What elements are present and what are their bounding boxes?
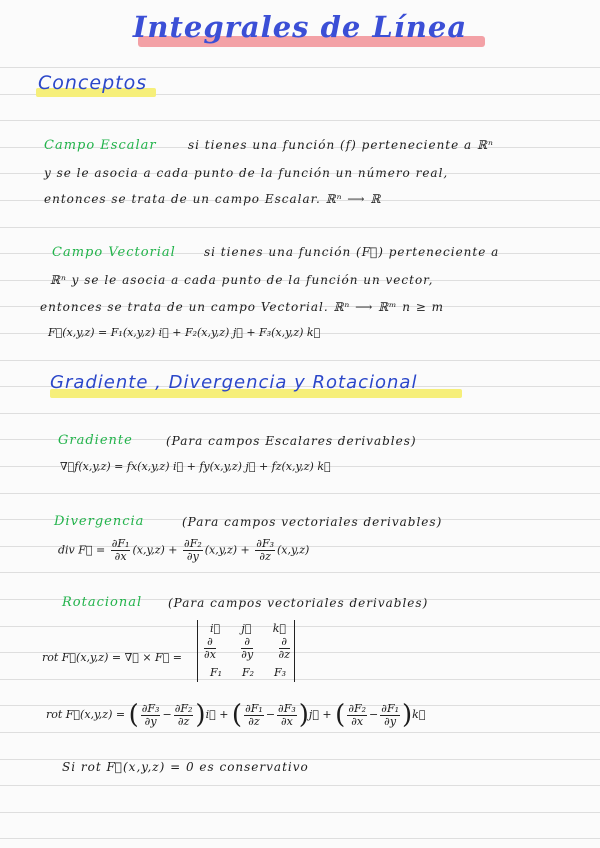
ruled-line [0, 732, 600, 733]
rot-lhs: rot F⃗(x,y,z) = ∇⃗ × F⃗ = [42, 651, 183, 664]
escalar-line-1: si tienes una función (f) perteneciente a ℝⁿ [188, 138, 494, 152]
term-campo-escalar: Campo Escalar [44, 138, 157, 153]
det-f2: F₂ [241, 666, 255, 679]
fraction-den: ∂x [280, 714, 293, 728]
term-campo-vectorial: Campo Vectorial [52, 245, 176, 260]
page-title: Integrales de Línea [132, 10, 468, 44]
fraction-den: ∂z [248, 714, 260, 728]
fraction [279, 636, 290, 661]
fraction-den: ∂y [241, 648, 254, 661]
det-i: i⃗ [210, 622, 221, 635]
term-gradiente: Gradiente [58, 433, 133, 448]
fraction [277, 703, 297, 728]
term-rotacional: Rotacional [62, 595, 143, 610]
fraction-den: ∂z [177, 714, 190, 728]
escalar-line-2: y se le asocia a cada punto de la función un número real, [44, 166, 449, 180]
conservative-note: Si rot F⃗(x,y,z) = 0 es conservativo [62, 760, 309, 774]
fraction-den: ∂z [278, 648, 290, 661]
det-row-2 [202, 636, 292, 661]
vectorial-line-2: ℝⁿ y se le asocia a cada punto de la función un vector, [50, 273, 434, 287]
fraction [380, 703, 400, 728]
fraction-num: ∂ [204, 636, 216, 649]
det-k: k⃗ [272, 622, 286, 635]
divergencia-note: (Para campos vectoriales derivables) [182, 515, 443, 529]
ruled-line [0, 413, 600, 414]
page-title-wrap [0, 10, 600, 44]
paren: ) [298, 700, 309, 730]
fraction-den: ∂y [186, 550, 199, 563]
heading-conceptos: Conceptos [38, 72, 148, 94]
fraction [241, 636, 253, 661]
det-f1: F₁ [210, 666, 223, 679]
fraction-num: ∂F₂ [174, 701, 193, 715]
vectorial-line-1: si tienes una función (F⃗) perteneciente a [204, 245, 500, 259]
div-arg: (x,y,z) + [204, 543, 250, 557]
fraction [347, 703, 367, 728]
fraction-den: ∂y [144, 714, 157, 728]
div-lhs: div F⃗ = [58, 543, 106, 557]
ruled-line [0, 67, 600, 68]
ruled-line [0, 838, 600, 839]
ruled-line [0, 626, 600, 627]
escalar-line-3: entonces se trata de un campo Escalar. ℝⁿ ⟶ ℝ [44, 192, 382, 206]
fraction-den: ∂x [114, 550, 127, 563]
gradiente-note: (Para campos Escalares derivables) [166, 434, 417, 448]
det-f3: F₃ [273, 666, 286, 679]
fraction [204, 636, 216, 661]
fraction-num: ∂F₂ [348, 701, 367, 715]
paren: ) [402, 700, 413, 730]
paren: ( [335, 700, 346, 730]
fraction-num: ∂F₃ [141, 701, 160, 715]
fraction-den: ∂x [351, 714, 364, 728]
ruled-line [0, 120, 600, 121]
div-arg: (x,y,z) [277, 543, 310, 557]
ruled-line [0, 493, 600, 494]
gradiente-formula: ∇⃗f(x,y,z) = fx(x,y,z) i⃗ + fy(x,y,z) j⃗ + fz(x,y,z) k⃗ [60, 460, 331, 473]
rot2-lhs: rot F⃗(x,y,z) = [46, 708, 126, 721]
det-row-3 [210, 666, 286, 679]
paren: ) [195, 700, 206, 730]
paren: ( [128, 700, 139, 730]
fraction [174, 703, 194, 728]
fraction-den: ∂z [259, 550, 271, 563]
div-arg: (x,y,z) + [132, 543, 178, 557]
fraction-num: ∂F₁ [245, 701, 263, 715]
fraction-num: ∂ [241, 636, 253, 649]
fraction-den: ∂y [384, 714, 397, 728]
fraction [183, 538, 203, 563]
ruled-line [0, 679, 600, 680]
vectorial-formula: F⃗(x,y,z) = F₁(x,y,z) i⃗ + F₂(x,y,z) j⃗ + F₃(x,y,z) k⃗ [48, 326, 321, 339]
rotacional-formula-expanded: rot F⃗(x,y,z) = ( $\frac{\text{∂F₃}}{\partial y}$ − $\frac{\text{∂F₂}}{\partial z}$ )i⃗ + ( $\frac{\text{∂F₁}}{\partial z}$ − $\frac{\text{∂F₃}}{\partial x}$ )j⃗ + ( $\frac{\text{∂F₂}}{\partial x}$ − $\frac{\text{∂F₁}}{\partial y}$ )k⃗ [46, 700, 426, 730]
rot2-i: i⃗ + [205, 708, 229, 721]
fraction-num: ∂F₁ [381, 701, 399, 715]
ruled-line [0, 812, 600, 813]
heading-gradiente-divergencia-rotacional: Gradiente , Divergencia y Rotacional [50, 372, 418, 393]
fraction-num: ∂F₃ [256, 537, 275, 550]
term-divergencia: Divergencia [54, 514, 145, 529]
fraction-num: ∂F₂ [184, 537, 202, 550]
fraction [141, 703, 161, 728]
fraction [244, 703, 264, 728]
fraction [111, 538, 131, 563]
paren: ( [231, 700, 243, 730]
ruled-line [0, 785, 600, 786]
det-row-1 [210, 622, 286, 635]
fraction-num: ∂F₁ [111, 537, 130, 550]
divergencia-formula [58, 538, 309, 563]
fraction-den: ∂x [204, 648, 216, 661]
fraction-num: ∂ [279, 636, 290, 649]
fraction [255, 538, 275, 563]
rot-determinant [197, 620, 295, 682]
ruled-line [0, 227, 600, 228]
fraction-num: ∂F₃ [278, 701, 296, 715]
rot2-j: j⃗ + [308, 708, 332, 721]
det-j: j⃗ [241, 622, 252, 635]
ruled-line [0, 572, 600, 573]
rot2-k: k⃗ [412, 708, 426, 721]
vectorial-line-3: entonces se trata de un campo Vectorial. ℝⁿ ⟶ ℝᵐ n ≥ m [40, 300, 445, 314]
rotacional-note: (Para campos vectoriales derivables) [168, 596, 429, 610]
ruled-line [0, 360, 600, 361]
